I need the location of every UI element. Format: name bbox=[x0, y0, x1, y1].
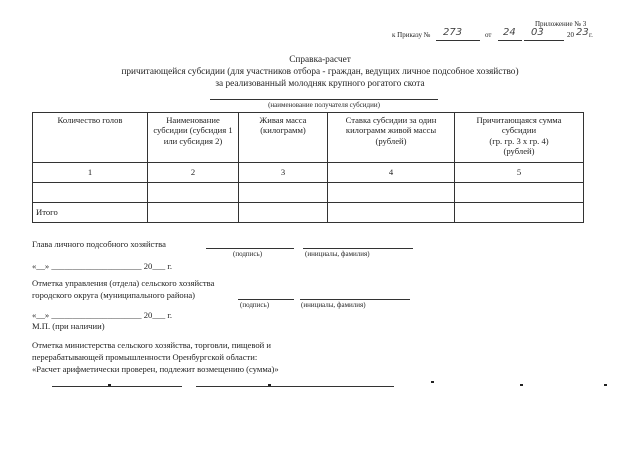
order-year-prefix: 20 bbox=[567, 31, 574, 39]
col-number-5: 5 bbox=[455, 163, 584, 183]
col-number-3: 3 bbox=[239, 163, 328, 183]
head-signature-line bbox=[206, 248, 294, 249]
document-subtitle-2: за реализованный молодняк крупного рогатого скота bbox=[215, 79, 425, 89]
col-number-1: 1 bbox=[33, 163, 148, 183]
table-number-row bbox=[33, 163, 584, 183]
table-cell bbox=[148, 203, 239, 223]
header-subsidy-name: Наименование субсидии (субсидия 1 или субсидия 2) bbox=[148, 113, 239, 163]
recipient-caption: (наименование получателя субсидии) bbox=[268, 101, 380, 109]
ministry-label-3: «Расчет арифметически проверен, подлежит возмещению (сумма)» bbox=[32, 364, 279, 374]
subsidy-table bbox=[32, 112, 584, 223]
department-label-2: городского округа (муниципального района) bbox=[32, 290, 195, 300]
order-year-suffix: г. bbox=[589, 31, 593, 39]
department-initials-caption: (инициалы, фамилия) bbox=[301, 301, 366, 309]
recipient-line bbox=[210, 99, 438, 100]
table-cell bbox=[328, 203, 455, 223]
department-signature-line bbox=[238, 299, 294, 300]
head-initials-caption: (инициалы, фамилия) bbox=[305, 250, 370, 258]
order-day: 24 bbox=[503, 27, 516, 38]
table-cell bbox=[455, 203, 584, 223]
order-from-label: от bbox=[485, 31, 492, 39]
head-date-line: «__» _____________________ 20___ г. bbox=[32, 261, 173, 271]
department-signature-caption: (подпись) bbox=[240, 301, 270, 309]
table-cell bbox=[33, 183, 148, 203]
head-label: Глава личного подсобного хозяйства bbox=[32, 239, 166, 249]
ministry-label-1: Отметка министерства сельского хозяйства, торговли, пищевой и bbox=[32, 340, 271, 350]
department-initials-line bbox=[300, 299, 410, 300]
header-live-weight: Живая масса (килограмм) bbox=[239, 113, 328, 163]
table-cell bbox=[328, 183, 455, 203]
table-cell bbox=[148, 183, 239, 203]
ministry-signature-line bbox=[52, 386, 182, 387]
col-number-2: 2 bbox=[148, 163, 239, 183]
ministry-label-2: перерабатывающей промышленности Оренбургской области: bbox=[32, 352, 258, 362]
document-subtitle: причитающейся субсидии (для участников отбора - граждан, ведущих личное подсобное хозяйство) bbox=[121, 67, 519, 77]
document-title: Справка-расчет bbox=[289, 55, 351, 65]
col-number-4: 4 bbox=[328, 163, 455, 183]
scan-speck bbox=[604, 384, 607, 386]
header-amount: Причитающаяся сумма субсидии (гр. гр. 3 х гр. 4) (рублей) bbox=[455, 113, 584, 163]
table-header-row bbox=[33, 113, 584, 163]
table-cell bbox=[455, 183, 584, 203]
order-number-line bbox=[436, 40, 480, 41]
order-month: 03 bbox=[531, 27, 544, 38]
order-number: 273 bbox=[443, 27, 463, 38]
header-rate: Ставка субсидии за один килограмм живой массы (рублей) bbox=[328, 113, 455, 163]
table-total-row bbox=[33, 203, 584, 223]
order-month-line bbox=[524, 40, 564, 41]
order-day-line bbox=[498, 40, 522, 41]
department-label-1: Отметка управления (отдела) сельского хозяйства bbox=[32, 278, 215, 288]
table-row bbox=[33, 183, 584, 203]
ministry-sum-line bbox=[196, 386, 394, 387]
scan-speck bbox=[520, 384, 523, 386]
appendix-label: Приложение № 3 bbox=[535, 20, 587, 28]
scan-speck bbox=[431, 381, 434, 383]
order-prefix: к Приказу № bbox=[392, 31, 431, 39]
department-date-line: «__» _____________________ 20___ г. bbox=[32, 310, 173, 320]
table-cell bbox=[239, 203, 328, 223]
scan-speck bbox=[268, 384, 271, 386]
scan-speck bbox=[108, 384, 111, 386]
header-heads-count: Количество голов bbox=[33, 113, 148, 163]
order-year: 23 bbox=[576, 27, 589, 38]
table-cell bbox=[239, 183, 328, 203]
stamp-label: М.П. (при наличии) bbox=[32, 321, 105, 331]
head-initials-line bbox=[303, 248, 413, 249]
head-signature-caption: (подпись) bbox=[233, 250, 263, 258]
total-label: Итого bbox=[33, 203, 148, 223]
